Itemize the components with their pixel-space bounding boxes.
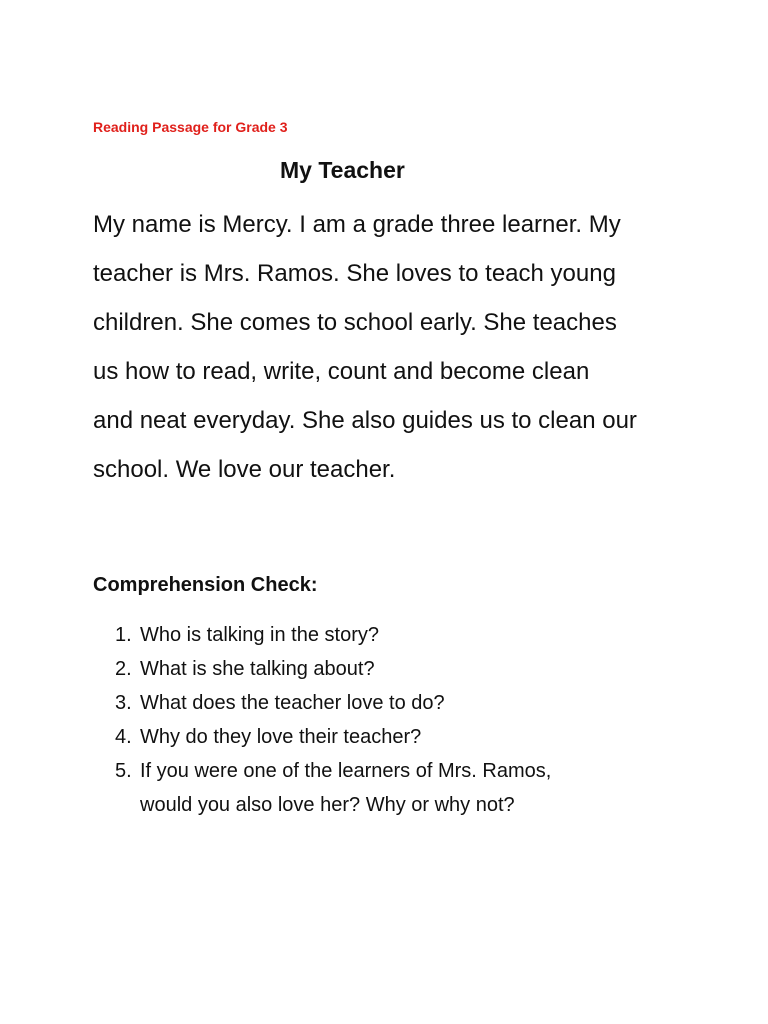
passage-line: children. She comes to school early. She teaches: [93, 309, 617, 336]
question-text: What does the teacher love to do?: [140, 692, 445, 714]
header-note: Reading Passage for Grade 3: [93, 119, 288, 135]
passage-line: My name is Mercy. I am a grade three learner. My: [93, 211, 621, 238]
question-text: Who is talking in the story?: [140, 624, 379, 646]
passage-line: us how to read, write, count and become clean: [93, 358, 590, 385]
question-list: [93, 618, 713, 822]
passage-line: and neat everyday. She also guides us to clean our: [93, 407, 637, 434]
comprehension-heading: Comprehension Check:: [93, 574, 318, 596]
question-text-continued: would you also love her? Why or why not?: [140, 794, 515, 816]
question-number: 4.: [115, 726, 132, 748]
passage-line: school. We love our teacher.: [93, 456, 396, 483]
question-text: If you were one of the learners of Mrs. Ramos,: [140, 760, 552, 782]
question-number: 1.: [115, 624, 132, 646]
question-number: 3.: [115, 692, 132, 714]
question-text: Why do they love their teacher?: [140, 726, 422, 748]
reading-passage: [93, 200, 693, 494]
question-item: [93, 618, 713, 652]
question-number: 5.: [115, 760, 132, 782]
question-number: 2.: [115, 658, 132, 680]
question-item: [93, 686, 713, 720]
question-item: [93, 652, 713, 686]
question-text: What is she talking about?: [140, 658, 375, 680]
passage-line: teacher is Mrs. Ramos. She loves to teach young: [93, 260, 616, 287]
question-item: [93, 720, 713, 754]
passage-title: My Teacher: [280, 157, 405, 183]
question-item: [93, 754, 713, 822]
